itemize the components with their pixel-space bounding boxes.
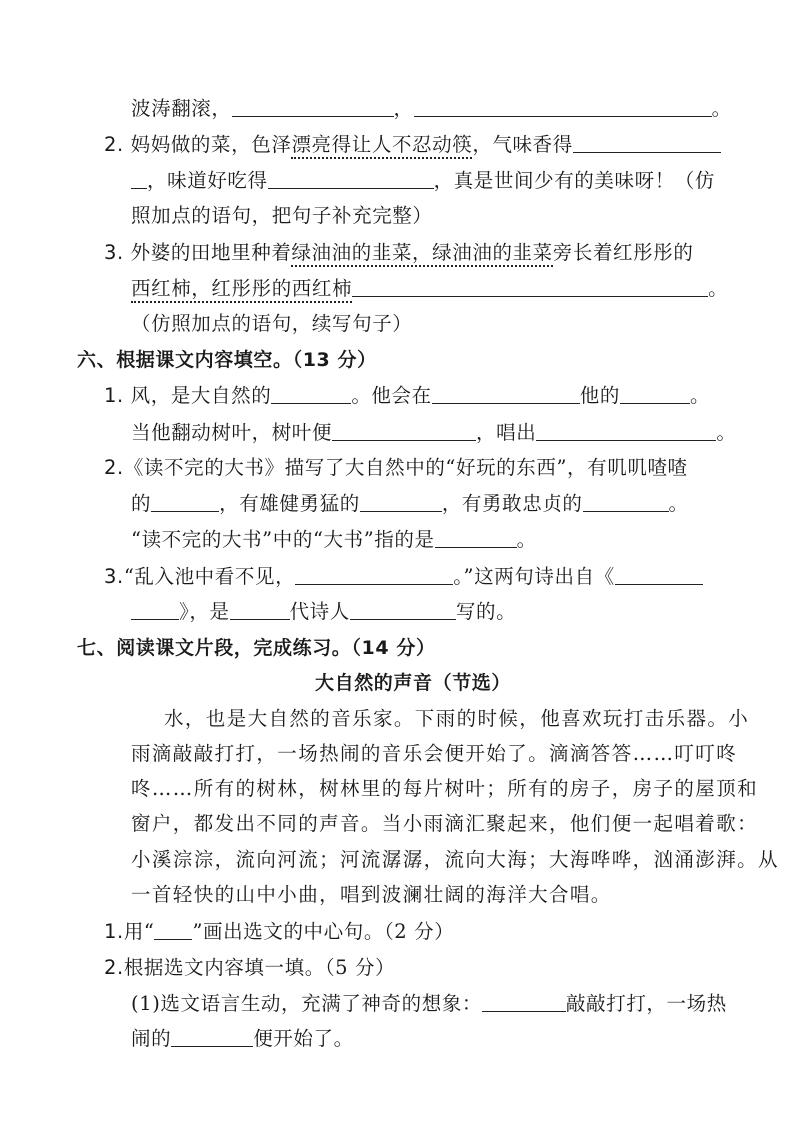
section-7-title: 七、阅读课文片段，完成练习。（14 分） [77,637,436,659]
question-number: 2. [104,956,124,979]
text: 妈妈做的菜，色泽 [130,133,292,156]
question-number: 3. [104,241,124,264]
answer-blank[interactable] [482,989,566,1012]
text: 。 [716,421,737,444]
q5-3-line-1 [104,238,693,268]
question-number: 1. [104,384,124,407]
text: ，有勇敢忠贞的 [441,492,583,515]
text: 。 [668,492,689,515]
text: （仿照加点的语句，续写句子） [131,312,413,335]
text: “乱入池中看不见， [123,565,296,588]
passage-line: 咚……所有的树林，树林里的每片树叶；所有的房子，房子的屋顶和 [131,777,759,800]
q5-3-line-2 [131,274,728,304]
text: 。”这两句诗出自《 [453,565,615,588]
answer-blank[interactable] [171,1024,253,1047]
answer-blank[interactable] [432,381,580,404]
answer-blank[interactable] [615,562,703,585]
s6-q3-line-2 [131,597,516,627]
text: (1)选文语言生动，充满了神奇的想象： [131,992,483,1015]
q5-line-1 [131,94,732,124]
text: 闹的 [131,1027,172,1050]
q5-3-line-3 [131,309,412,339]
text: ，味道好吃得 [147,169,268,192]
dotted-phrase: 绿油油的韭菜，绿油油的韭菜 [291,241,552,267]
answer-blank[interactable] [332,418,476,441]
answer-blank[interactable] [620,381,690,404]
passage-line: 雨滴敲敲打打，一场热闹的音乐会便开始了。滴滴答答……叮叮咚 [131,742,738,765]
text: 。 [711,97,732,120]
text: ，唱出 [476,421,537,444]
answer-blank[interactable] [536,418,716,441]
text: 根据选文内容填一填。（5 分） [123,956,396,979]
question-number: 2. [104,456,124,479]
dotted-phrase: 西红柿，红彤彤的西红柿 [131,277,352,303]
text: ，真是世间少有的美味呀！（仿 [433,169,716,192]
answer-blank[interactable] [230,597,290,620]
answer-blank[interactable] [268,166,434,189]
q5-2-line-1 [104,130,721,160]
s6-q1-line-1 [104,381,710,411]
answer-blank[interactable] [131,166,147,189]
s6-q2-line-2 [131,489,689,519]
text: 写的。 [455,600,517,623]
q5-2-line-2 [131,166,715,196]
s6-q1-line-2 [131,418,736,448]
text: 》，是 [179,600,230,623]
text: 便开始了。 [253,1027,354,1050]
underline-sample [154,917,192,940]
text: 。 [689,384,711,407]
answer-blank[interactable] [151,489,219,512]
text: 。他会在 [351,384,432,407]
text: 《读不完的大书》描写了大自然中的“好玩的东西”，有叽叽喳喳 [123,456,688,479]
answer-blank[interactable] [352,274,708,297]
answer-blank[interactable] [414,94,712,117]
answer-blank[interactable] [435,525,517,548]
text: 他的 [579,384,620,407]
s6-q3-line-1 [104,562,703,592]
text: 代诗人 [289,600,350,623]
passage-line: 水，也是大自然的音乐家。下雨的时候，他喜欢玩打击乐器。小 [164,707,750,730]
question-number: 3. [104,565,124,588]
answer-blank[interactable] [583,489,669,512]
text: ，有雄健勇猛的 [219,492,360,515]
answer-blank[interactable] [360,489,442,512]
q5-2-line-3 [131,201,433,231]
s7-q2 [104,953,395,983]
text: ， [393,97,414,120]
text: “读不完的大书”中的“大书”指的是 [131,528,435,551]
text: 。 [516,528,537,551]
s7-q1 [104,917,454,947]
section-6-title: 六、根据课文内容填空。（13 分） [77,349,377,371]
answer-blank[interactable] [271,381,351,404]
question-number: 1. [104,920,124,943]
text: 当他翻动树叶，树叶便 [131,421,333,444]
text: ”画出选文的中心句。（2 分） [192,920,455,943]
answer-blank[interactable] [131,597,179,620]
text: 旁长着红彤彤的 [552,241,694,264]
answer-blank[interactable] [295,562,453,585]
text: ，气味香得 [472,133,573,156]
text: 敲敲打打，一场热 [566,992,727,1015]
passage-title: 大自然的声音（节选） [315,672,512,694]
s7-q2-1-line-1 [131,989,727,1019]
text: 照加点的语句，把句子补充完整） [131,204,433,227]
text: 用“ [123,920,155,943]
text: 的 [131,492,152,515]
answer-blank[interactable] [350,597,456,620]
answer-blank[interactable] [573,130,721,153]
passage-line: 小溪淙淙，流向河流；河流潺潺，流向大海；大海哗哗，汹涌澎湃。从 [131,848,779,871]
s6-q2-line-1 [104,453,688,483]
answer-blank[interactable] [232,94,394,117]
text: 外婆的田地里种着 [130,241,292,264]
passage-line: 一首轻快的山中小曲，唱到波澜壮阔的海洋大合唱。 [131,883,612,906]
passage-line: 窗户，都发出不同的声音。当小雨滴汇聚起来，他们便一起唱着歌： [131,812,759,835]
s7-q2-1-line-2 [131,1024,354,1054]
question-number: 2. [104,133,124,156]
text: 风，是大自然的 [130,384,272,407]
text: 。 [708,277,729,300]
text: 波涛翻滚， [131,97,232,120]
s6-q2-line-3 [131,525,537,555]
dotted-phrase: 漂亮得让人不忍动筷 [291,133,472,159]
